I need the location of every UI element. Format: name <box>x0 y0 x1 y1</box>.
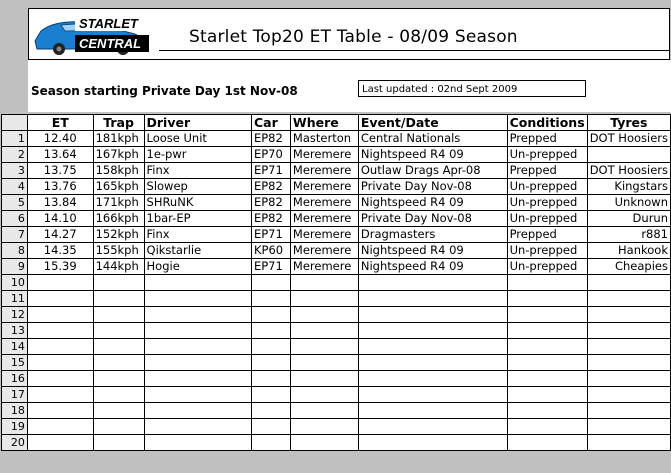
cell-tyres[interactable]: Durun <box>587 211 670 227</box>
cell-where[interactable]: Meremere <box>290 147 358 163</box>
cell-trap[interactable]: 171kph <box>93 195 144 211</box>
cell-conditions[interactable] <box>507 291 587 307</box>
cell-car[interactable] <box>251 403 290 419</box>
header-row <box>2 115 671 131</box>
cell-driver[interactable]: Loose Unit <box>144 131 251 147</box>
cell-where[interactable] <box>290 403 358 419</box>
cell-where[interactable] <box>290 355 358 371</box>
cell-et[interactable]: 13.75 <box>27 163 93 179</box>
cell-tyres[interactable] <box>587 419 670 435</box>
cell-car[interactable] <box>251 339 290 355</box>
cell-tyres[interactable]: Cheapies <box>587 259 670 275</box>
cell-where[interactable] <box>290 419 358 435</box>
cell-trap[interactable]: 181kph <box>93 131 144 147</box>
cell-et[interactable]: 14.27 <box>27 227 93 243</box>
cell-car[interactable] <box>251 387 290 403</box>
cell-et[interactable]: 12.40 <box>27 131 93 147</box>
cell-event[interactable] <box>358 339 507 355</box>
table-row <box>2 371 671 387</box>
cell-tyres[interactable] <box>587 403 670 419</box>
row-number: 19 <box>2 419 28 435</box>
cell-et[interactable] <box>27 275 93 291</box>
cell-trap[interactable] <box>93 307 144 323</box>
cell-car[interactable] <box>251 323 290 339</box>
table-row <box>2 131 671 147</box>
row-number: 9 <box>2 259 28 275</box>
cell-trap[interactable] <box>93 435 144 451</box>
table-row <box>2 163 671 179</box>
cell-event[interactable]: Nightspeed R4 09 <box>358 243 507 259</box>
cell-conditions[interactable] <box>507 403 587 419</box>
cell-tyres[interactable] <box>587 355 670 371</box>
cell-et[interactable] <box>27 339 93 355</box>
cell-event[interactable]: Outlaw Drags Apr-08 <box>358 163 507 179</box>
table-row <box>2 259 671 275</box>
cell-conditions[interactable]: Un-prepped <box>507 243 587 259</box>
cell-conditions[interactable]: Prepped <box>507 131 587 147</box>
table-row <box>2 243 671 259</box>
table-row <box>2 195 671 211</box>
cell-where[interactable] <box>290 307 358 323</box>
cell-conditions[interactable] <box>507 275 587 291</box>
row-number: 4 <box>2 179 28 195</box>
row-number: 3 <box>2 163 28 179</box>
table-row <box>2 179 671 195</box>
cell-where[interactable]: Meremere <box>290 211 358 227</box>
cell-trap[interactable] <box>93 323 144 339</box>
table-row <box>2 419 671 435</box>
cell-conditions[interactable]: Un-prepped <box>507 195 587 211</box>
cell-event[interactable] <box>358 291 507 307</box>
cell-trap[interactable]: 166kph <box>93 211 144 227</box>
table-row <box>2 387 671 403</box>
cell-tyres[interactable]: r881 <box>587 227 670 243</box>
cell-conditions[interactable] <box>507 323 587 339</box>
cell-tyres[interactable] <box>587 339 670 355</box>
cell-tyres[interactable] <box>587 323 670 339</box>
cell-where[interactable] <box>290 435 358 451</box>
cell-conditions[interactable]: Un-prepped <box>507 147 587 163</box>
cell-et[interactable]: 14.10 <box>27 211 93 227</box>
cell-driver[interactable]: Finx <box>144 163 251 179</box>
title-banner <box>28 8 670 60</box>
cell-car[interactable]: EP82 <box>251 211 290 227</box>
row-number: 2 <box>2 147 28 163</box>
col-header-event-date[interactable]: Event/Date <box>358 115 507 131</box>
cell-car[interactable] <box>251 307 290 323</box>
cell-et[interactable]: 13.76 <box>27 179 93 195</box>
cell-trap[interactable] <box>93 387 144 403</box>
cell-event[interactable]: Nightspeed R4 09 <box>358 147 507 163</box>
cell-et[interactable]: 13.84 <box>27 195 93 211</box>
table-row <box>2 307 671 323</box>
cell-where[interactable]: Meremere <box>290 179 358 195</box>
cell-tyres[interactable]: Kingstars <box>587 179 670 195</box>
cell-event[interactable] <box>358 403 507 419</box>
cell-event[interactable] <box>358 355 507 371</box>
cell-car[interactable]: EP70 <box>251 147 290 163</box>
cell-driver[interactable] <box>144 435 251 451</box>
cell-trap[interactable]: 155kph <box>93 243 144 259</box>
col-header-tyres[interactable]: Tyres <box>587 115 670 131</box>
cell-tyres[interactable] <box>587 371 670 387</box>
cell-trap[interactable] <box>93 291 144 307</box>
logo-text-top: STARLET <box>79 16 138 31</box>
cell-trap[interactable]: 158kph <box>93 163 144 179</box>
col-header-et[interactable]: ET <box>27 115 93 131</box>
corner-cell <box>2 115 28 131</box>
cell-et[interactable] <box>27 307 93 323</box>
cell-et[interactable]: 15.39 <box>27 259 93 275</box>
cell-driver[interactable]: Qikstarlie <box>144 243 251 259</box>
cell-car[interactable]: EP82 <box>251 195 290 211</box>
cell-conditions[interactable] <box>507 355 587 371</box>
cell-driver[interactable] <box>144 323 251 339</box>
last-updated-box: Last updated : 02nd Sept 2009 <box>358 80 586 97</box>
cell-car[interactable] <box>251 419 290 435</box>
row-number: 17 <box>2 387 28 403</box>
cell-conditions[interactable] <box>507 387 587 403</box>
cell-driver[interactable] <box>144 387 251 403</box>
row-number: 7 <box>2 227 28 243</box>
cell-event[interactable] <box>358 275 507 291</box>
cell-where[interactable] <box>290 371 358 387</box>
page-title: Starlet Top20 ET Table - 08/09 Season <box>189 27 518 47</box>
cell-event[interactable] <box>358 307 507 323</box>
cell-conditions[interactable] <box>507 339 587 355</box>
cell-trap[interactable]: 165kph <box>93 179 144 195</box>
cell-where[interactable]: Meremere <box>290 195 358 211</box>
cell-where[interactable]: Meremere <box>290 259 358 275</box>
row-number: 16 <box>2 371 28 387</box>
col-header-where[interactable]: Where <box>290 115 358 131</box>
cell-car[interactable]: EP82 <box>251 131 290 147</box>
cell-trap[interactable] <box>93 419 144 435</box>
cell-conditions[interactable] <box>507 419 587 435</box>
cell-trap[interactable] <box>93 355 144 371</box>
cell-tyres[interactable]: DOT Hoosiers <box>587 163 670 179</box>
cell-event[interactable]: Nightspeed R4 09 <box>358 195 507 211</box>
cell-driver[interactable] <box>144 371 251 387</box>
cell-where[interactable]: Meremere <box>290 227 358 243</box>
col-header-trap[interactable]: Trap <box>93 115 144 131</box>
cell-where[interactable] <box>290 291 358 307</box>
cell-tyres[interactable]: DOT Hoosiers <box>587 131 670 147</box>
table-row <box>2 355 671 371</box>
table-row <box>2 435 671 451</box>
cell-event[interactable]: Private Day Nov-08 <box>358 179 507 195</box>
cell-car[interactable] <box>251 371 290 387</box>
cell-car[interactable]: EP71 <box>251 163 290 179</box>
cell-et[interactable]: 14.35 <box>27 243 93 259</box>
cell-driver[interactable]: SHRuNK <box>144 195 251 211</box>
cell-tyres[interactable]: Hankook <box>587 243 670 259</box>
cell-event[interactable]: Private Day Nov-08 <box>358 211 507 227</box>
cell-event[interactable] <box>358 419 507 435</box>
cell-driver[interactable] <box>144 307 251 323</box>
cell-et[interactable] <box>27 355 93 371</box>
cell-conditions[interactable]: Un-prepped <box>507 179 587 195</box>
cell-conditions[interactable]: Prepped <box>507 163 587 179</box>
cell-tyres[interactable]: Unknown <box>587 195 670 211</box>
cell-car[interactable]: EP71 <box>251 227 290 243</box>
cell-car[interactable] <box>251 275 290 291</box>
cell-where[interactable]: Masterton <box>290 131 358 147</box>
row-number: 14 <box>2 339 28 355</box>
cell-driver[interactable] <box>144 419 251 435</box>
table-row <box>2 291 671 307</box>
cell-trap[interactable] <box>93 371 144 387</box>
cell-event[interactable]: Dragmasters <box>358 227 507 243</box>
cell-tyres[interactable] <box>587 147 670 163</box>
et-table <box>1 114 671 451</box>
cell-event[interactable]: Nightspeed R4 09 <box>358 259 507 275</box>
cell-conditions[interactable]: Prepped <box>507 227 587 243</box>
cell-car[interactable]: EP82 <box>251 179 290 195</box>
cell-driver[interactable]: 1e-pwr <box>144 147 251 163</box>
col-header-conditions[interactable]: Conditions <box>507 115 587 131</box>
cell-car[interactable] <box>251 435 290 451</box>
cell-et[interactable] <box>27 371 93 387</box>
table-row <box>2 323 671 339</box>
row-number: 20 <box>2 435 28 451</box>
cell-where[interactable] <box>290 387 358 403</box>
cell-tyres[interactable] <box>587 291 670 307</box>
row-number: 15 <box>2 355 28 371</box>
row-number: 10 <box>2 275 28 291</box>
cell-driver[interactable] <box>144 355 251 371</box>
table-row <box>2 147 671 163</box>
cell-et[interactable] <box>27 403 93 419</box>
table-row <box>2 403 671 419</box>
cell-where[interactable] <box>290 323 358 339</box>
row-number: 13 <box>2 323 28 339</box>
table-row <box>2 275 671 291</box>
cell-event[interactable] <box>358 387 507 403</box>
cell-driver[interactable]: Finx <box>144 227 251 243</box>
cell-trap[interactable] <box>93 339 144 355</box>
cell-car[interactable]: EP71 <box>251 259 290 275</box>
row-number: 18 <box>2 403 28 419</box>
table-row <box>2 339 671 355</box>
logo-text-bottom: CENTRAL <box>79 36 142 51</box>
cell-trap[interactable]: 167kph <box>93 147 144 163</box>
col-header-car[interactable]: Car <box>251 115 290 131</box>
cell-trap[interactable] <box>93 275 144 291</box>
cell-tyres[interactable] <box>587 387 670 403</box>
cell-driver[interactable]: 1bar-EP <box>144 211 251 227</box>
col-header-driver[interactable]: Driver <box>144 115 251 131</box>
cell-driver[interactable]: Slowep <box>144 179 251 195</box>
row-number: 5 <box>2 195 28 211</box>
cell-car[interactable]: KP60 <box>251 243 290 259</box>
cell-event[interactable] <box>358 435 507 451</box>
cell-conditions[interactable]: Un-prepped <box>507 211 587 227</box>
cell-tyres[interactable] <box>587 275 670 291</box>
table-row <box>2 211 671 227</box>
cell-conditions[interactable] <box>507 307 587 323</box>
row-number: 12 <box>2 307 28 323</box>
cell-where[interactable] <box>290 275 358 291</box>
cell-event[interactable]: Central Nationals <box>358 131 507 147</box>
cell-et[interactable] <box>27 291 93 307</box>
cell-trap[interactable] <box>93 403 144 419</box>
cell-driver[interactable] <box>144 291 251 307</box>
cell-event[interactable] <box>358 323 507 339</box>
cell-et[interactable] <box>27 419 93 435</box>
cell-et[interactable] <box>27 387 93 403</box>
row-number: 6 <box>2 211 28 227</box>
cell-car[interactable] <box>251 355 290 371</box>
cell-car[interactable] <box>251 291 290 307</box>
season-note: Season starting Private Day 1st Nov-08 <box>31 84 298 98</box>
cell-conditions[interactable]: Un-prepped <box>507 259 587 275</box>
cell-trap[interactable]: 152kph <box>93 227 144 243</box>
cell-trap[interactable]: 144kph <box>93 259 144 275</box>
title-underline <box>159 50 669 51</box>
cell-conditions[interactable] <box>507 371 587 387</box>
cell-where[interactable]: Meremere <box>290 163 358 179</box>
cell-tyres[interactable] <box>587 435 670 451</box>
cell-driver[interactable] <box>144 403 251 419</box>
cell-driver[interactable] <box>144 339 251 355</box>
table-row <box>2 227 671 243</box>
row-number: 11 <box>2 291 28 307</box>
cell-tyres[interactable] <box>587 307 670 323</box>
cell-et[interactable] <box>27 323 93 339</box>
cell-et[interactable]: 13.64 <box>27 147 93 163</box>
row-number: 8 <box>2 243 28 259</box>
row-number: 1 <box>2 131 28 147</box>
cell-et[interactable] <box>27 435 93 451</box>
starlet-central-logo <box>31 11 151 57</box>
cell-where[interactable]: Meremere <box>290 243 358 259</box>
cell-where[interactable] <box>290 339 358 355</box>
cell-driver[interactable] <box>144 275 251 291</box>
cell-driver[interactable]: Hogie <box>144 259 251 275</box>
cell-conditions[interactable] <box>507 435 587 451</box>
cell-event[interactable] <box>358 371 507 387</box>
